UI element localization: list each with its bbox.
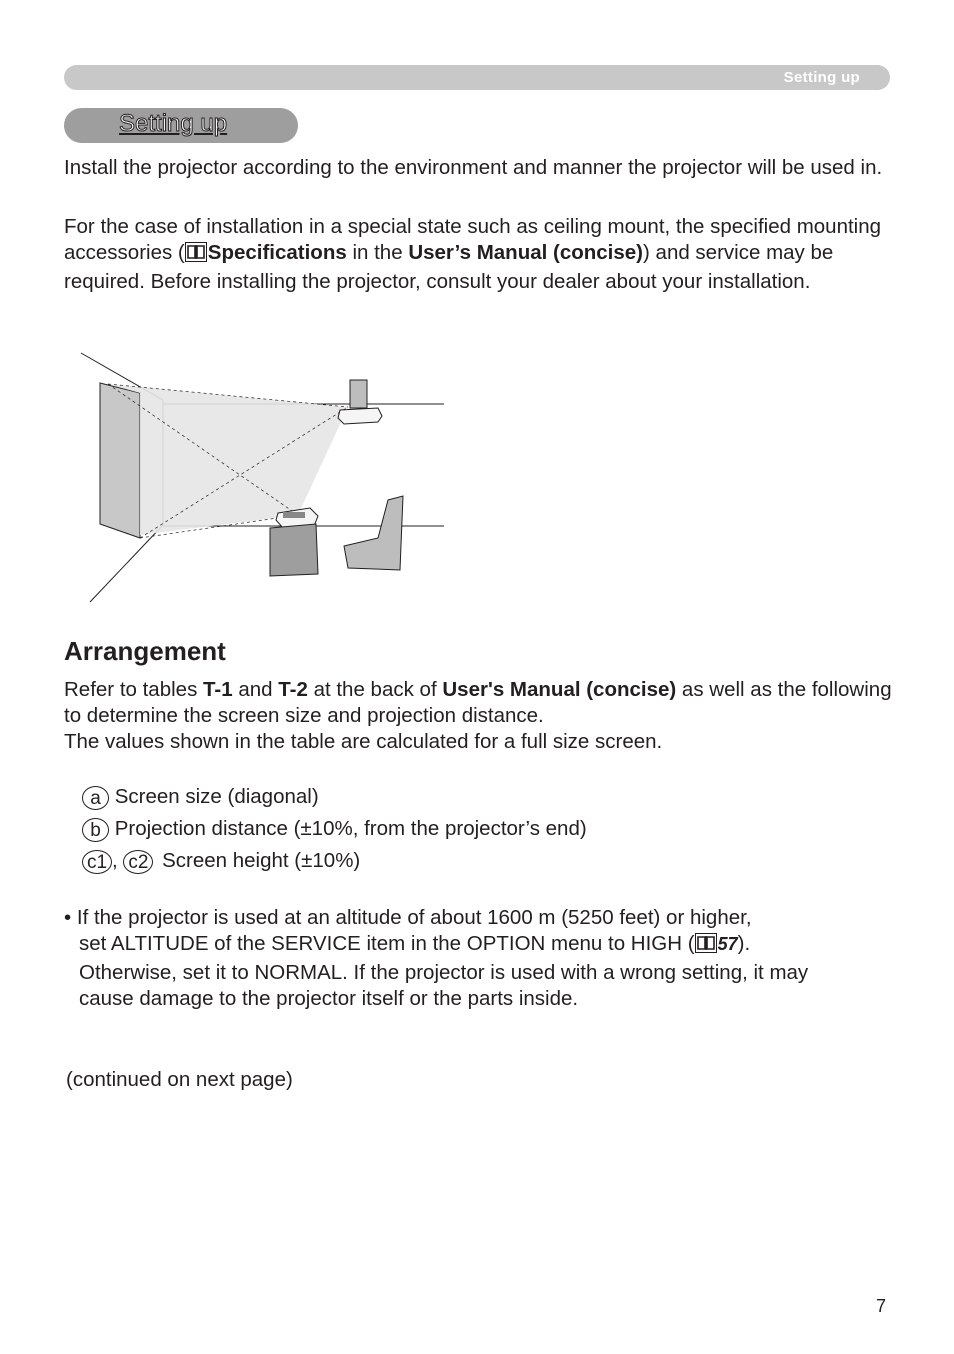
manual-ref: User's Manual (concise) [442, 678, 677, 701]
legend-text: Screen height (±10%) [162, 849, 361, 872]
manual-ref: User’s Manual (concise) [408, 241, 644, 264]
arrangement-text: at the back of [307, 678, 443, 701]
specifications-ref: Specifications [207, 241, 347, 264]
mark-b: b [82, 818, 109, 842]
running-header [64, 65, 890, 90]
arrangement-paragraph-1 [64, 677, 894, 729]
running-header-label: Setting up [783, 69, 860, 86]
section-title: Setting up [119, 110, 228, 137]
book-icon [185, 242, 207, 269]
page-number: 7 [876, 1296, 887, 1316]
note-line-1: • If the projector is used at an altitude of about 1600 m (5250 feet) or higher, [64, 906, 752, 929]
table-ref-t1: T-1 [203, 678, 233, 701]
note-text: set ALTITUDE of the SERVICE item in the OPTION menu to HIGH ( [79, 932, 695, 955]
table-ref-t2: T-2 [278, 678, 308, 701]
legend-item-b [82, 816, 587, 842]
legend-item-c [82, 848, 360, 874]
arrangement-text: as well as the following to determine the screen size and projection distance. [64, 678, 892, 727]
arrangement-paragraph-2: The values shown in the table are calculated for a full size screen. [64, 730, 663, 753]
legend-text: Projection distance (±10%, from the projector’s end) [114, 817, 587, 840]
intro-paragraph-1: Install the projector according to the environment and manner the projector will be used in. [64, 156, 883, 179]
section-title-pill [64, 108, 298, 143]
mark-c2: c2 [123, 850, 153, 874]
arrangement-text: and [232, 678, 279, 701]
intro-text: in the [346, 241, 409, 264]
intro-paragraph-2 [64, 214, 894, 295]
legend-item-a [82, 784, 319, 810]
mark-a: a [82, 786, 109, 810]
note-line-2 [64, 931, 894, 960]
continued-note: (continued on next page) [66, 1068, 293, 1091]
intro-text: ) and service may be required. Before installing the projector, consult your dealer about your installation. [64, 241, 834, 293]
legend-text: Screen size (diagonal) [114, 785, 319, 808]
page-ref-57: 57 [717, 934, 738, 954]
installation-figure [78, 350, 448, 605]
altitude-note [64, 905, 894, 1012]
arrangement-text: Refer to tables [64, 678, 204, 701]
mark-c1: c1 [82, 850, 112, 874]
note-line-4: cause damage to the projector itself or the parts inside. [79, 987, 579, 1010]
note-line-3: Otherwise, set it to NORMAL. If the projector is used with a wrong setting, it may [79, 961, 809, 984]
intro-text: For the case of installation in a special state such as ceiling mount, the specified mounting accessories ( [64, 215, 882, 264]
arrangement-heading: Arrangement [64, 636, 226, 666]
book-icon [695, 933, 717, 960]
legend-separator: , [112, 849, 118, 872]
note-text: ). [737, 932, 751, 955]
